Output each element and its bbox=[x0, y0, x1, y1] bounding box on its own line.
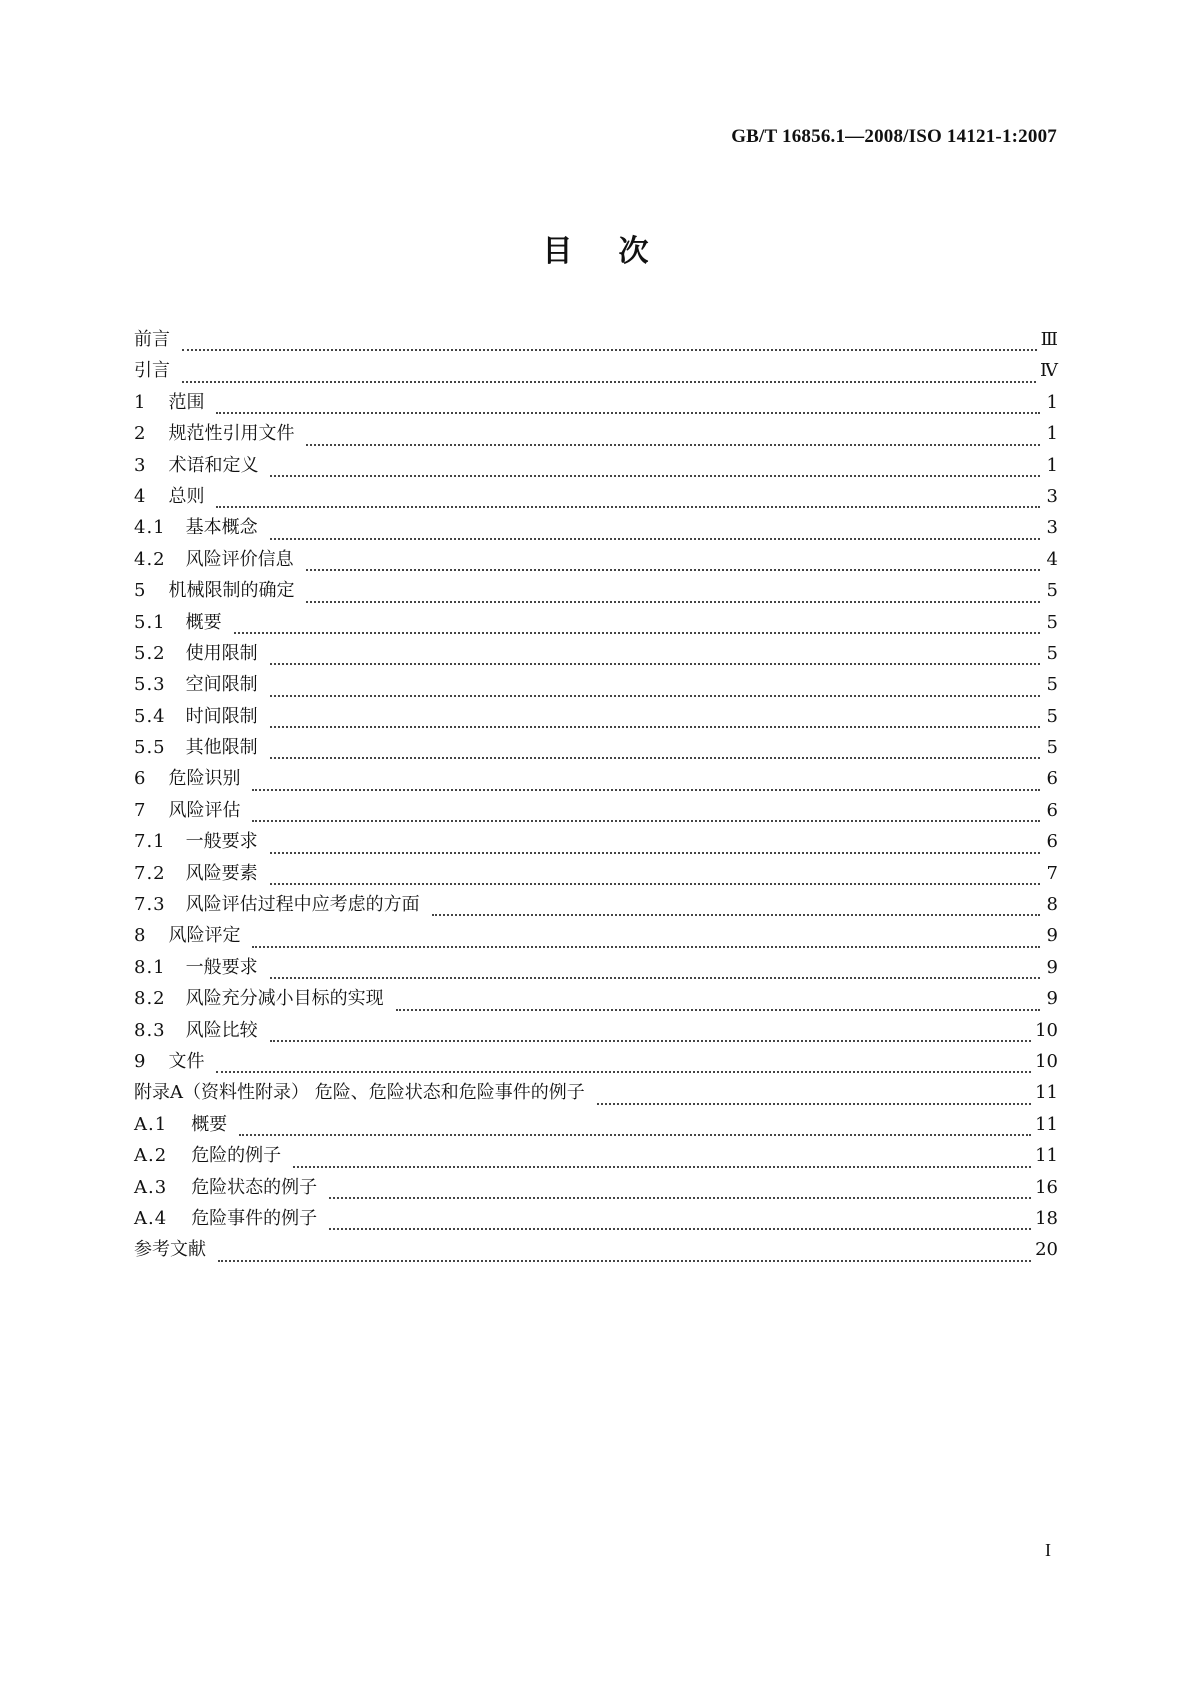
toc-entry-number: 5.2 bbox=[134, 642, 166, 664]
toc-entry-page: 6 bbox=[1046, 831, 1058, 853]
toc-entry-page: 1 bbox=[1046, 454, 1058, 476]
toc-entry-title: 使用限制 bbox=[185, 642, 258, 664]
dot-leader bbox=[234, 632, 1040, 634]
toc-entry-label bbox=[134, 639, 264, 665]
toc-entry[interactable] bbox=[134, 921, 1058, 952]
toc-entry-number: 4.2 bbox=[134, 548, 166, 570]
toc-entry-page: 1 bbox=[1046, 391, 1058, 413]
dot-leader bbox=[270, 663, 1040, 665]
toc-entry-page: Ⅳ bbox=[1040, 360, 1058, 382]
toc-entry-title: 一般要求 bbox=[185, 831, 258, 853]
toc-entry-number: 9 bbox=[134, 1050, 147, 1072]
toc-entry-title: 规范性引用文件 bbox=[168, 423, 295, 445]
dot-leader bbox=[270, 852, 1040, 854]
toc-entry-label bbox=[134, 545, 300, 571]
dot-leader bbox=[306, 569, 1040, 571]
toc-entry[interactable] bbox=[134, 1078, 1058, 1109]
toc-entry-page: Ⅲ bbox=[1040, 329, 1058, 350]
toc-entry-title: 基本概念 bbox=[185, 517, 258, 539]
toc-entry-title: 空间限制 bbox=[185, 674, 258, 696]
toc-entry[interactable] bbox=[134, 764, 1058, 795]
toc-entry-title: 概要 bbox=[185, 611, 222, 633]
toc-entry-page: 5 bbox=[1046, 642, 1058, 664]
page-title: 目次 bbox=[542, 234, 695, 269]
toc-entry-label bbox=[134, 859, 264, 885]
toc-entry-title: 引言 bbox=[134, 360, 170, 382]
toc-entry[interactable] bbox=[134, 1204, 1058, 1235]
toc-entry-title: 风险评估 bbox=[168, 799, 241, 821]
dot-leader bbox=[252, 946, 1040, 948]
toc-entry-page: 5 bbox=[1046, 580, 1058, 602]
toc-entry-title: 风险要素 bbox=[185, 862, 258, 884]
toc-entry[interactable] bbox=[134, 639, 1058, 670]
dot-leader bbox=[218, 1260, 1031, 1262]
toc-entry-page: 11 bbox=[1035, 1113, 1058, 1135]
toc-entry[interactable] bbox=[134, 827, 1058, 858]
toc-entry-page: 3 bbox=[1046, 485, 1058, 507]
toc-entry-label bbox=[134, 702, 264, 728]
toc-entry-label bbox=[134, 670, 264, 696]
toc-entry-title: 其他限制 bbox=[185, 737, 258, 759]
toc-entry[interactable] bbox=[134, 953, 1058, 984]
dot-leader bbox=[182, 381, 1036, 383]
toc-entry-page: 9 bbox=[1046, 988, 1058, 1010]
toc-entry-number: 7 bbox=[134, 799, 147, 821]
toc-entry-label bbox=[134, 796, 246, 822]
table-of-contents bbox=[134, 325, 1058, 1267]
toc-entry-label bbox=[134, 1047, 210, 1073]
toc-entry-title: 概要 bbox=[191, 1113, 228, 1135]
dot-leader bbox=[252, 789, 1040, 791]
toc-entry-title: 范围 bbox=[168, 391, 205, 413]
dot-leader bbox=[306, 601, 1040, 603]
toc-entry-number: 6 bbox=[134, 768, 147, 790]
toc-entry-label bbox=[134, 608, 228, 634]
toc-entry-label bbox=[134, 451, 264, 477]
toc-entry-title: 总则 bbox=[168, 485, 205, 507]
toc-entry-page: 11 bbox=[1035, 1145, 1058, 1167]
toc-entry-title: 时间限制 bbox=[185, 705, 258, 727]
toc-entry-page: 5 bbox=[1046, 737, 1058, 759]
toc-entry-number: 1 bbox=[134, 391, 147, 413]
toc-entry[interactable] bbox=[134, 388, 1058, 419]
toc-entry-label bbox=[134, 513, 264, 539]
toc-entry[interactable] bbox=[134, 1016, 1058, 1047]
toc-entry[interactable] bbox=[134, 859, 1058, 890]
dot-leader bbox=[396, 1009, 1040, 1011]
toc-entry[interactable] bbox=[134, 890, 1058, 921]
dot-leader bbox=[306, 444, 1040, 446]
toc-entry-title: 危险识别 bbox=[168, 768, 241, 790]
toc-entry-number: 4 bbox=[134, 485, 147, 507]
dot-leader bbox=[182, 349, 1037, 351]
toc-entry[interactable] bbox=[134, 545, 1058, 576]
toc-entry[interactable] bbox=[134, 1173, 1058, 1204]
dot-leader bbox=[216, 1071, 1031, 1073]
toc-entry-number: 4.1 bbox=[134, 517, 166, 539]
toc-entry-page: 8 bbox=[1046, 894, 1058, 916]
toc-entry-number: 7.2 bbox=[134, 862, 166, 884]
toc-entry-page: 20 bbox=[1035, 1239, 1058, 1261]
toc-entry-page: 6 bbox=[1046, 799, 1058, 821]
toc-entry-label bbox=[134, 482, 210, 508]
toc-entry[interactable] bbox=[134, 513, 1058, 544]
toc-entry-number: 3 bbox=[134, 454, 147, 476]
toc-entry-title: 机械限制的确定 bbox=[168, 580, 295, 602]
dot-leader bbox=[432, 914, 1040, 916]
dot-leader bbox=[216, 506, 1040, 508]
toc-entry[interactable] bbox=[134, 608, 1058, 639]
dot-leader bbox=[270, 695, 1040, 697]
toc-entry-label bbox=[134, 1110, 233, 1136]
dot-leader bbox=[216, 412, 1040, 414]
toc-entry-number: A.4 bbox=[134, 1207, 168, 1229]
toc-entry[interactable] bbox=[134, 1235, 1058, 1266]
dot-leader bbox=[252, 820, 1040, 822]
toc-entry-page: 11 bbox=[1035, 1082, 1058, 1104]
toc-entry[interactable] bbox=[134, 702, 1058, 733]
dot-leader bbox=[270, 538, 1040, 540]
toc-entry-title: 术语和定义 bbox=[168, 454, 259, 476]
toc-entry-page: 10 bbox=[1035, 1050, 1058, 1072]
toc-entry-number: 7.3 bbox=[134, 894, 166, 916]
toc-entry-label bbox=[134, 827, 264, 853]
toc-entry-label bbox=[134, 1141, 287, 1167]
toc-entry-page: 4 bbox=[1046, 548, 1058, 570]
toc-entry-page: 9 bbox=[1046, 925, 1058, 947]
toc-entry-number: 5 bbox=[134, 580, 147, 602]
toc-entry-number: 7.1 bbox=[134, 831, 166, 853]
toc-entry-number: A.2 bbox=[134, 1145, 168, 1167]
toc-entry[interactable] bbox=[134, 984, 1058, 1015]
toc-entry-page: 5 bbox=[1046, 705, 1058, 727]
toc-entry-label bbox=[134, 921, 246, 947]
dot-leader bbox=[270, 883, 1040, 885]
toc-entry-page: 7 bbox=[1046, 862, 1058, 884]
dot-leader bbox=[239, 1134, 1031, 1136]
toc-entry-number: A.1 bbox=[134, 1113, 168, 1135]
toc-entry-number: 5.5 bbox=[134, 737, 166, 759]
toc-entry-page: 10 bbox=[1035, 1019, 1058, 1041]
toc-entry-title: 危险的例子 bbox=[191, 1145, 282, 1167]
toc-entry-label bbox=[134, 764, 246, 790]
toc-entry-label bbox=[134, 984, 390, 1010]
toc-entry-title: 风险充分减小目标的实现 bbox=[185, 988, 384, 1010]
toc-entry-number: A.3 bbox=[134, 1176, 168, 1198]
toc-entry-title: 附录A（资料性附录） 危险、危险状态和危险事件的例子 bbox=[134, 1082, 585, 1104]
dot-leader bbox=[270, 977, 1040, 979]
dot-leader bbox=[329, 1228, 1031, 1230]
toc-entry-title: 文件 bbox=[168, 1050, 205, 1072]
dot-leader bbox=[329, 1197, 1031, 1199]
toc-entry-label bbox=[134, 388, 210, 414]
toc-entry-number: 8.2 bbox=[134, 988, 166, 1010]
dot-leader bbox=[270, 757, 1040, 759]
toc-entry-label bbox=[134, 576, 300, 602]
dot-leader bbox=[597, 1103, 1031, 1105]
toc-entry-page: 18 bbox=[1035, 1207, 1058, 1229]
toc-entry[interactable] bbox=[134, 419, 1058, 450]
toc-entry-number: 5.3 bbox=[134, 674, 166, 696]
toc-entry[interactable] bbox=[134, 482, 1058, 513]
toc-entry-title: 风险比较 bbox=[185, 1019, 258, 1041]
toc-entry-page: 9 bbox=[1046, 956, 1058, 978]
toc-entry-page: 1 bbox=[1046, 423, 1058, 445]
toc-entry-label bbox=[134, 1078, 591, 1104]
dot-leader bbox=[293, 1166, 1031, 1168]
toc-entry-label bbox=[134, 1235, 212, 1261]
toc-entry-page: 5 bbox=[1046, 674, 1058, 696]
dot-leader bbox=[270, 726, 1040, 728]
toc-entry-label bbox=[134, 890, 426, 916]
toc-entry[interactable] bbox=[134, 451, 1058, 482]
toc-entry-label bbox=[134, 325, 176, 351]
toc-entry[interactable] bbox=[134, 356, 1058, 387]
toc-entry[interactable] bbox=[134, 325, 1058, 356]
toc-entry[interactable] bbox=[134, 1141, 1058, 1172]
page-number: I bbox=[1045, 1540, 1051, 1560]
toc-entry[interactable] bbox=[134, 733, 1058, 764]
toc-entry-label bbox=[134, 1204, 323, 1230]
dot-leader bbox=[270, 475, 1040, 477]
toc-entry-page: 5 bbox=[1046, 611, 1058, 633]
toc-entry[interactable] bbox=[134, 1110, 1058, 1141]
toc-entry-title: 前言 bbox=[134, 329, 170, 350]
toc-entry-title: 参考文献 bbox=[134, 1239, 206, 1261]
standard-number: GB/T 16856.1—2008/ISO 14121-1:2007 bbox=[731, 126, 1057, 147]
toc-entry[interactable] bbox=[134, 670, 1058, 701]
toc-entry-page: 16 bbox=[1035, 1176, 1058, 1198]
toc-entry-number: 5.1 bbox=[134, 611, 166, 633]
toc-entry-title: 危险事件的例子 bbox=[191, 1207, 318, 1229]
toc-entry[interactable] bbox=[134, 796, 1058, 827]
toc-entry-title: 风险评价信息 bbox=[185, 548, 294, 570]
toc-entry-label bbox=[134, 419, 300, 445]
toc-entry-number: 2 bbox=[134, 423, 147, 445]
toc-entry[interactable] bbox=[134, 576, 1058, 607]
toc-entry-title: 风险评定 bbox=[168, 925, 241, 947]
toc-entry[interactable] bbox=[134, 1047, 1058, 1078]
toc-entry-title: 风险评估过程中应考虑的方面 bbox=[185, 894, 420, 916]
dot-leader bbox=[270, 1040, 1031, 1042]
toc-entry-number: 8 bbox=[134, 925, 147, 947]
toc-entry-label bbox=[134, 733, 264, 759]
toc-entry-number: 8.3 bbox=[134, 1019, 166, 1041]
toc-entry-page: 3 bbox=[1046, 517, 1058, 539]
toc-entry-number: 8.1 bbox=[134, 956, 166, 978]
toc-entry-number: 5.4 bbox=[134, 705, 166, 727]
toc-entry-label bbox=[134, 1016, 264, 1042]
toc-entry-label bbox=[134, 356, 176, 382]
toc-entry-label bbox=[134, 1173, 323, 1199]
toc-entry-page: 6 bbox=[1046, 768, 1058, 790]
toc-entry-title: 危险状态的例子 bbox=[191, 1176, 318, 1198]
toc-entry-label bbox=[134, 953, 264, 979]
toc-entry-title: 一般要求 bbox=[185, 956, 258, 978]
